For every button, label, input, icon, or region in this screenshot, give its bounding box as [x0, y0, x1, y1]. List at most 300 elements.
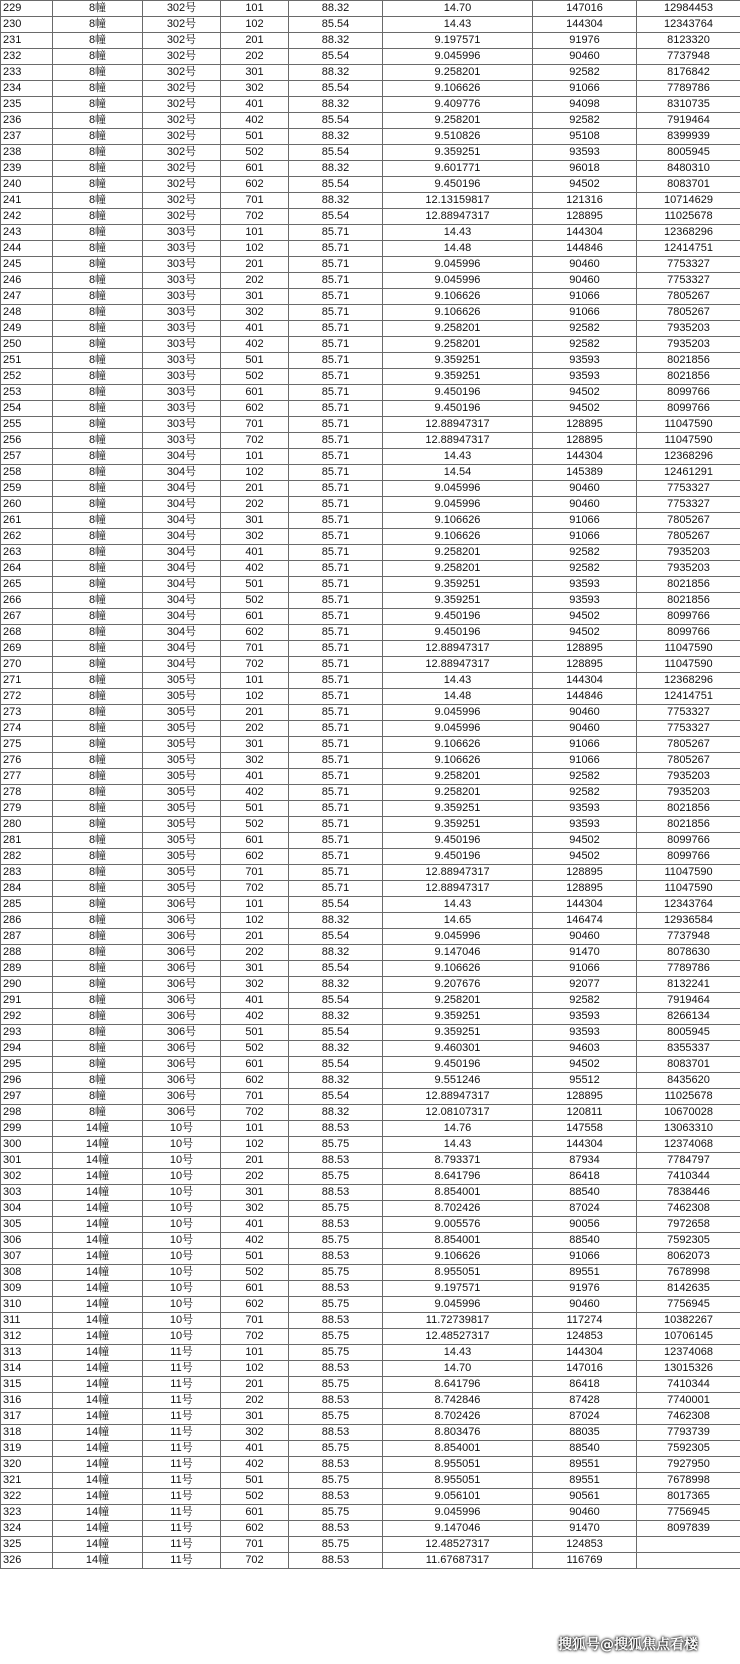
unit-cell: 11号 [143, 1489, 221, 1505]
unit-price-cell: 9.207676 [383, 977, 533, 993]
unit-price-cell: 8.702426 [383, 1409, 533, 1425]
area-cell: 85.54 [289, 1025, 383, 1041]
row-number-cell: 241 [1, 193, 53, 209]
area-cell: 85.71 [289, 417, 383, 433]
price-cell: 93593 [533, 593, 637, 609]
unit-cell: 306号 [143, 961, 221, 977]
unit-price-cell: 12.88947317 [383, 417, 533, 433]
total-price-cell: 12984453 [637, 1, 740, 17]
unit-cell: 304号 [143, 657, 221, 673]
unit-cell: 303号 [143, 433, 221, 449]
table-row [1, 81, 740, 97]
unit-price-cell: 9.359251 [383, 353, 533, 369]
building-cell: 14幢 [53, 1409, 143, 1425]
unit-cell: 302号 [143, 209, 221, 225]
row-number-cell: 315 [1, 1377, 53, 1393]
room-cell: 501 [221, 353, 289, 369]
room-cell: 101 [221, 673, 289, 689]
table-row [1, 561, 740, 577]
unit-price-cell: 14.43 [383, 673, 533, 689]
row-number-cell: 250 [1, 337, 53, 353]
unit-cell: 304号 [143, 449, 221, 465]
room-cell: 302 [221, 977, 289, 993]
unit-price-cell: 9.359251 [383, 577, 533, 593]
row-number-cell: 266 [1, 593, 53, 609]
table-row [1, 1521, 740, 1537]
unit-cell: 10号 [143, 1121, 221, 1137]
room-cell: 101 [221, 1, 289, 17]
unit-cell: 11号 [143, 1441, 221, 1457]
building-cell: 8幢 [53, 337, 143, 353]
row-number-cell: 318 [1, 1425, 53, 1441]
total-price-cell: 8435620 [637, 1073, 740, 1089]
unit-price-cell: 8.742846 [383, 1393, 533, 1409]
table-row [1, 753, 740, 769]
unit-cell: 11号 [143, 1553, 221, 1569]
total-price-cell: 11047590 [637, 433, 740, 449]
total-price-cell: 8021856 [637, 801, 740, 817]
total-price-cell: 12936584 [637, 913, 740, 929]
unit-price-cell: 14.48 [383, 689, 533, 705]
table-row [1, 1153, 740, 1169]
price-cell: 147016 [533, 1361, 637, 1377]
building-cell: 14幢 [53, 1521, 143, 1537]
table-row [1, 449, 740, 465]
room-cell: 201 [221, 1153, 289, 1169]
total-price-cell: 8480310 [637, 161, 740, 177]
area-cell: 88.32 [289, 97, 383, 113]
unit-cell: 10号 [143, 1313, 221, 1329]
unit-cell: 11号 [143, 1505, 221, 1521]
row-number-cell: 237 [1, 129, 53, 145]
area-cell: 88.53 [289, 1281, 383, 1297]
row-number-cell: 255 [1, 417, 53, 433]
price-cell: 116769 [533, 1553, 637, 1569]
area-cell: 85.71 [289, 257, 383, 273]
building-cell: 14幢 [53, 1265, 143, 1281]
room-cell: 702 [221, 881, 289, 897]
area-cell: 85.54 [289, 49, 383, 65]
total-price-cell: 12368296 [637, 449, 740, 465]
unit-price-cell: 9.601771 [383, 161, 533, 177]
total-price-cell: 8142635 [637, 1281, 740, 1297]
room-cell: 402 [221, 113, 289, 129]
price-cell: 145389 [533, 465, 637, 481]
room-cell: 702 [221, 1329, 289, 1345]
area-cell: 85.71 [289, 801, 383, 817]
unit-price-cell: 9.106626 [383, 961, 533, 977]
building-cell: 14幢 [53, 1169, 143, 1185]
table-row [1, 1377, 740, 1393]
total-price-cell: 7789786 [637, 81, 740, 97]
table-row [1, 1025, 740, 1041]
room-cell: 602 [221, 401, 289, 417]
building-cell: 8幢 [53, 673, 143, 689]
table-row [1, 785, 740, 801]
total-price-cell: 7919464 [637, 113, 740, 129]
building-cell: 14幢 [53, 1537, 143, 1553]
room-cell: 202 [221, 49, 289, 65]
total-price-cell: 7753327 [637, 497, 740, 513]
area-cell: 85.54 [289, 209, 383, 225]
unit-price-cell: 8.854001 [383, 1185, 533, 1201]
building-cell: 8幢 [53, 513, 143, 529]
price-cell: 87024 [533, 1201, 637, 1217]
price-cell: 90460 [533, 273, 637, 289]
room-cell: 402 [221, 1009, 289, 1025]
table-row [1, 1169, 740, 1185]
room-cell: 701 [221, 865, 289, 881]
unit-price-cell: 14.70 [383, 1361, 533, 1377]
building-cell: 8幢 [53, 529, 143, 545]
room-cell: 601 [221, 1505, 289, 1521]
unit-price-cell: 14.65 [383, 913, 533, 929]
unit-price-cell: 11.72739817 [383, 1313, 533, 1329]
building-cell: 14幢 [53, 1153, 143, 1169]
building-cell: 14幢 [53, 1473, 143, 1489]
total-price-cell: 8062073 [637, 1249, 740, 1265]
room-cell: 501 [221, 1249, 289, 1265]
area-cell: 88.32 [289, 129, 383, 145]
area-cell: 88.32 [289, 977, 383, 993]
unit-cell: 302号 [143, 65, 221, 81]
table-row [1, 513, 740, 529]
table-row [1, 897, 740, 913]
row-number-cell: 260 [1, 497, 53, 513]
price-cell: 87428 [533, 1393, 637, 1409]
price-cell: 91066 [533, 1249, 637, 1265]
unit-cell: 10号 [143, 1217, 221, 1233]
area-cell: 85.71 [289, 273, 383, 289]
area-cell: 88.32 [289, 1, 383, 17]
price-cell: 121316 [533, 193, 637, 209]
unit-price-cell: 14.48 [383, 241, 533, 257]
unit-cell: 302号 [143, 113, 221, 129]
total-price-cell: 7737948 [637, 929, 740, 945]
price-cell: 92582 [533, 561, 637, 577]
price-cell: 92582 [533, 113, 637, 129]
unit-price-cell: 8.955051 [383, 1265, 533, 1281]
row-number-cell: 252 [1, 369, 53, 385]
unit-price-cell: 9.045996 [383, 1505, 533, 1521]
unit-price-cell: 9.450196 [383, 1057, 533, 1073]
unit-cell: 304号 [143, 625, 221, 641]
table-row [1, 1345, 740, 1361]
table-row [1, 1041, 740, 1057]
table-row [1, 1361, 740, 1377]
room-cell: 401 [221, 545, 289, 561]
area-cell: 85.71 [289, 369, 383, 385]
price-cell: 128895 [533, 417, 637, 433]
price-cell: 90460 [533, 497, 637, 513]
price-cell: 95512 [533, 1073, 637, 1089]
row-number-cell: 310 [1, 1297, 53, 1313]
total-price-cell: 7838446 [637, 1185, 740, 1201]
unit-cell: 304号 [143, 545, 221, 561]
building-cell: 8幢 [53, 1009, 143, 1025]
area-cell: 85.71 [289, 641, 383, 657]
area-cell: 85.75 [289, 1505, 383, 1521]
table-row [1, 1137, 740, 1153]
price-cell: 89551 [533, 1457, 637, 1473]
row-number-cell: 263 [1, 545, 53, 561]
price-cell: 93593 [533, 369, 637, 385]
price-cell: 94502 [533, 609, 637, 625]
area-cell: 85.75 [289, 1409, 383, 1425]
unit-price-cell: 12.48527317 [383, 1329, 533, 1345]
total-price-cell: 11047590 [637, 881, 740, 897]
area-cell: 88.32 [289, 65, 383, 81]
table-row [1, 705, 740, 721]
unit-cell: 302号 [143, 161, 221, 177]
total-price-cell: 8021856 [637, 817, 740, 833]
row-number-cell: 274 [1, 721, 53, 737]
total-price-cell: 7935203 [637, 785, 740, 801]
unit-cell: 304号 [143, 577, 221, 593]
row-number-cell: 297 [1, 1089, 53, 1105]
total-price-cell: 7972658 [637, 1217, 740, 1233]
row-number-cell: 264 [1, 561, 53, 577]
room-cell: 302 [221, 1201, 289, 1217]
building-cell: 8幢 [53, 929, 143, 945]
price-cell: 144304 [533, 449, 637, 465]
unit-price-cell: 9.450196 [383, 833, 533, 849]
price-cell: 92582 [533, 321, 637, 337]
table-row [1, 1281, 740, 1297]
price-cell: 128895 [533, 865, 637, 881]
total-price-cell: 7793739 [637, 1425, 740, 1441]
room-cell: 601 [221, 1281, 289, 1297]
area-cell: 88.53 [289, 1425, 383, 1441]
price-cell: 91066 [533, 961, 637, 977]
row-number-cell: 286 [1, 913, 53, 929]
area-cell: 88.53 [289, 1521, 383, 1537]
price-cell: 94502 [533, 833, 637, 849]
table-row [1, 97, 740, 113]
row-number-cell: 295 [1, 1057, 53, 1073]
area-cell: 85.71 [289, 609, 383, 625]
unit-cell: 302号 [143, 81, 221, 97]
room-cell: 502 [221, 817, 289, 833]
building-cell: 8幢 [53, 209, 143, 225]
total-price-cell: 7805267 [637, 289, 740, 305]
table-row [1, 1473, 740, 1489]
total-price-cell: 13063310 [637, 1121, 740, 1137]
area-cell: 85.75 [289, 1233, 383, 1249]
price-cell: 92582 [533, 65, 637, 81]
price-cell: 90460 [533, 257, 637, 273]
row-number-cell: 275 [1, 737, 53, 753]
unit-price-cell: 9.450196 [383, 609, 533, 625]
price-cell: 94098 [533, 97, 637, 113]
total-price-cell: 12343764 [637, 17, 740, 33]
area-cell: 85.71 [289, 337, 383, 353]
unit-cell: 302号 [143, 177, 221, 193]
total-price-cell: 7935203 [637, 321, 740, 337]
price-cell: 124853 [533, 1537, 637, 1553]
building-cell: 8幢 [53, 129, 143, 145]
area-cell: 88.32 [289, 193, 383, 209]
area-cell: 85.71 [289, 577, 383, 593]
unit-cell: 11号 [143, 1457, 221, 1473]
total-price-cell: 7737948 [637, 49, 740, 65]
total-price-cell: 12414751 [637, 689, 740, 705]
unit-cell: 306号 [143, 1009, 221, 1025]
area-cell: 85.71 [289, 785, 383, 801]
price-cell: 124853 [533, 1329, 637, 1345]
unit-cell: 305号 [143, 881, 221, 897]
table-row [1, 65, 740, 81]
total-price-cell: 7927950 [637, 1457, 740, 1473]
price-cell: 87934 [533, 1153, 637, 1169]
row-number-cell: 279 [1, 801, 53, 817]
room-cell: 201 [221, 929, 289, 945]
unit-cell: 11号 [143, 1377, 221, 1393]
row-number-cell: 231 [1, 33, 53, 49]
unit-price-cell: 9.106626 [383, 737, 533, 753]
price-cell: 90460 [533, 705, 637, 721]
unit-cell: 10号 [143, 1185, 221, 1201]
total-price-cell: 8083701 [637, 1057, 740, 1073]
unit-cell: 11号 [143, 1521, 221, 1537]
unit-cell: 302号 [143, 17, 221, 33]
building-cell: 8幢 [53, 737, 143, 753]
row-number-cell: 319 [1, 1441, 53, 1457]
building-cell: 8幢 [53, 193, 143, 209]
building-cell: 8幢 [53, 497, 143, 513]
room-cell: 202 [221, 273, 289, 289]
table-row [1, 241, 740, 257]
price-cell: 92077 [533, 977, 637, 993]
row-number-cell: 289 [1, 961, 53, 977]
building-cell: 8幢 [53, 1, 143, 17]
room-cell: 302 [221, 529, 289, 545]
room-cell: 302 [221, 1425, 289, 1441]
total-price-cell: 7805267 [637, 529, 740, 545]
price-cell: 91066 [533, 513, 637, 529]
unit-cell: 305号 [143, 785, 221, 801]
area-cell: 85.71 [289, 865, 383, 881]
row-number-cell: 326 [1, 1553, 53, 1569]
area-cell: 85.71 [289, 673, 383, 689]
unit-cell: 304号 [143, 481, 221, 497]
table-row [1, 209, 740, 225]
total-price-cell: 7935203 [637, 561, 740, 577]
room-cell: 301 [221, 65, 289, 81]
table-row [1, 497, 740, 513]
building-cell: 8幢 [53, 417, 143, 433]
room-cell: 502 [221, 145, 289, 161]
unit-cell: 10号 [143, 1281, 221, 1297]
area-cell: 88.32 [289, 1105, 383, 1121]
row-number-cell: 304 [1, 1201, 53, 1217]
unit-cell: 304号 [143, 497, 221, 513]
unit-price-cell: 14.43 [383, 1137, 533, 1153]
price-cell: 144304 [533, 17, 637, 33]
building-cell: 14幢 [53, 1457, 143, 1473]
price-cell: 147016 [533, 1, 637, 17]
unit-price-cell: 9.045996 [383, 273, 533, 289]
building-cell: 8幢 [53, 465, 143, 481]
building-cell: 8幢 [53, 657, 143, 673]
area-cell: 88.53 [289, 1121, 383, 1137]
area-cell: 85.71 [289, 817, 383, 833]
table-row [1, 273, 740, 289]
price-cell: 91976 [533, 33, 637, 49]
table-row [1, 625, 740, 641]
unit-cell: 305号 [143, 865, 221, 881]
building-cell: 8幢 [53, 1041, 143, 1057]
unit-price-cell: 14.43 [383, 449, 533, 465]
room-cell: 102 [221, 1361, 289, 1377]
unit-cell: 11号 [143, 1361, 221, 1377]
area-cell: 88.53 [289, 1489, 383, 1505]
unit-price-cell: 9.045996 [383, 929, 533, 945]
area-cell: 88.53 [289, 1313, 383, 1329]
total-price-cell: 7805267 [637, 305, 740, 321]
unit-cell: 305号 [143, 849, 221, 865]
building-cell: 14幢 [53, 1217, 143, 1233]
unit-cell: 305号 [143, 673, 221, 689]
total-price-cell: 8005945 [637, 145, 740, 161]
unit-price-cell: 12.88947317 [383, 881, 533, 897]
total-price-cell: 8021856 [637, 353, 740, 369]
unit-cell: 302号 [143, 145, 221, 161]
price-cell: 91066 [533, 737, 637, 753]
row-number-cell: 246 [1, 273, 53, 289]
unit-price-cell: 9.106626 [383, 81, 533, 97]
price-cell: 94502 [533, 625, 637, 641]
unit-price-cell: 8.641796 [383, 1377, 533, 1393]
room-cell: 102 [221, 689, 289, 705]
table-row [1, 769, 740, 785]
price-cell: 91066 [533, 529, 637, 545]
row-number-cell: 303 [1, 1185, 53, 1201]
row-number-cell: 321 [1, 1473, 53, 1489]
area-cell: 85.71 [289, 753, 383, 769]
row-number-cell: 230 [1, 17, 53, 33]
unit-price-cell: 9.359251 [383, 593, 533, 609]
table-row [1, 1201, 740, 1217]
room-cell: 602 [221, 1297, 289, 1313]
unit-price-cell: 9.005576 [383, 1217, 533, 1233]
row-number-cell: 298 [1, 1105, 53, 1121]
total-price-cell: 12368296 [637, 225, 740, 241]
unit-price-cell: 9.551246 [383, 1073, 533, 1089]
unit-price-cell: 14.70 [383, 1, 533, 17]
table-row [1, 689, 740, 705]
unit-cell: 303号 [143, 353, 221, 369]
area-cell: 85.71 [289, 593, 383, 609]
total-price-cell: 12414751 [637, 241, 740, 257]
unit-cell: 11号 [143, 1393, 221, 1409]
unit-cell: 11号 [143, 1537, 221, 1553]
row-number-cell: 287 [1, 929, 53, 945]
total-price-cell: 8266134 [637, 1009, 740, 1025]
total-price-cell [637, 1537, 740, 1553]
area-cell: 85.71 [289, 737, 383, 753]
building-cell: 14幢 [53, 1137, 143, 1153]
table-row [1, 289, 740, 305]
row-number-cell: 291 [1, 993, 53, 1009]
room-cell: 102 [221, 241, 289, 257]
room-cell: 701 [221, 641, 289, 657]
row-number-cell: 254 [1, 401, 53, 417]
total-price-cell: 7678998 [637, 1265, 740, 1281]
area-cell: 85.75 [289, 1473, 383, 1489]
unit-cell: 10号 [143, 1153, 221, 1169]
unit-price-cell: 9.106626 [383, 513, 533, 529]
